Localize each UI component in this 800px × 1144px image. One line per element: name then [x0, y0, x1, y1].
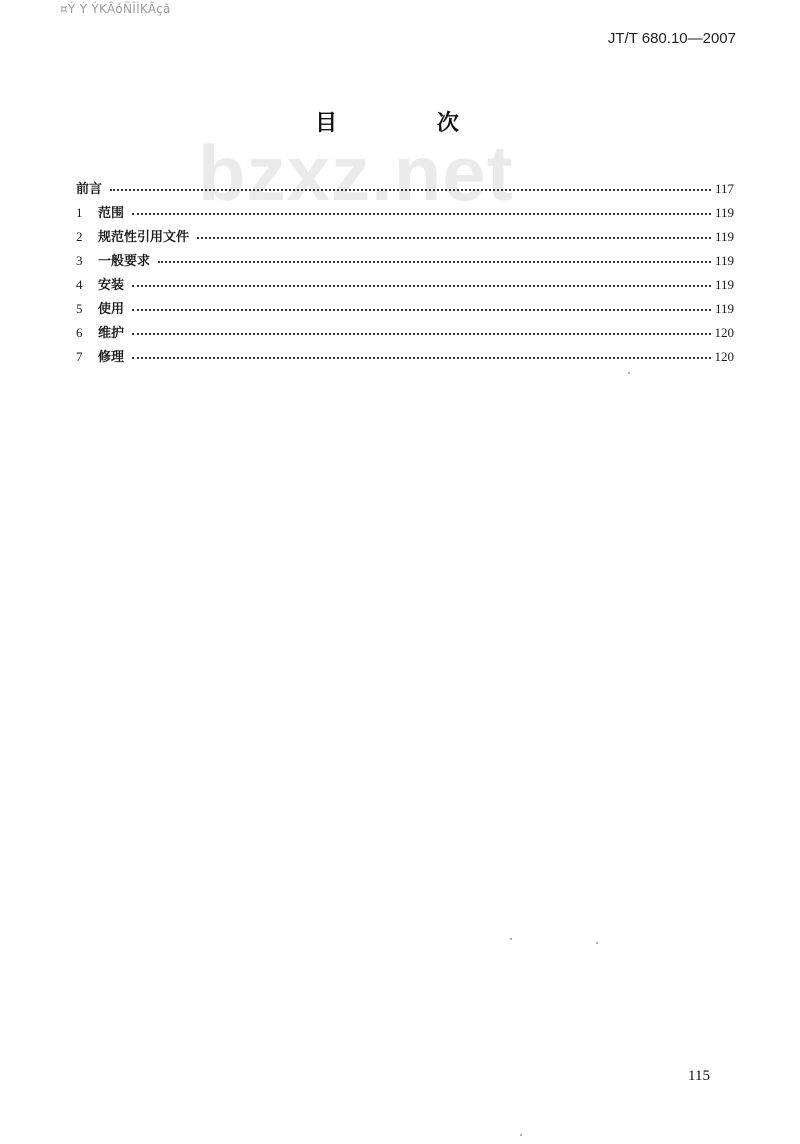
toc-entry-label: 一般要求: [98, 254, 151, 269]
toc-entry-number: 5: [76, 301, 83, 316]
toc-entry-label: 使用: [98, 302, 125, 317]
toc-entry-label: 修理: [98, 350, 125, 365]
toc-entry-label: 范围: [98, 206, 125, 221]
scan-speck: [510, 938, 512, 940]
toc-entry[interactable]: [76, 274, 734, 298]
toc-leader-dots: [197, 233, 711, 239]
toc-entry-number: 6: [76, 325, 83, 340]
toc-entry[interactable]: [76, 346, 734, 370]
toc-entry[interactable]: [76, 226, 734, 250]
toc-entry-label: 安装: [98, 278, 125, 293]
toc-entry-label: 前言: [76, 182, 103, 197]
toc-entry-page: 120: [714, 325, 734, 340]
toc-entry[interactable]: [76, 250, 734, 274]
toc-entry-label: 维护: [98, 326, 125, 341]
toc-entry-page: 119: [714, 229, 734, 244]
standard-code: JT/T 680.10—2007: [607, 30, 736, 47]
toc-leader-dots: [132, 305, 711, 311]
toc-entry-page: 119: [714, 277, 734, 292]
toc-entry[interactable]: [76, 322, 734, 346]
toc-entry-number: 3: [76, 253, 83, 268]
scan-speck: [628, 372, 630, 374]
toc-entry-label: 规范性引用文件: [98, 230, 190, 245]
toc-list: [76, 178, 734, 370]
toc-leader-dots: [110, 185, 711, 191]
watermark: bzxz.net: [198, 129, 514, 217]
toc-entry-page: 119: [714, 253, 734, 268]
toc-leader-dots: [132, 353, 710, 359]
toc-entry-number: 4: [76, 277, 83, 292]
header-garbled-text: ¤Ý Ý ÝKÂóÑÎÌKÂçã: [60, 2, 171, 16]
toc-entry-page: 119: [714, 301, 734, 316]
toc-entry-number: 7: [76, 349, 83, 364]
toc-entry-number: 1: [76, 205, 83, 220]
toc-entry-number: 2: [76, 229, 83, 244]
toc-entry-page: 119: [714, 205, 734, 220]
toc-leader-dots: [132, 329, 710, 335]
toc-entry[interactable]: [76, 202, 734, 226]
toc-leader-dots: [132, 281, 711, 287]
toc-entry[interactable]: [76, 178, 734, 202]
scan-speck: [520, 1134, 522, 1136]
toc-entry-page: 117: [714, 181, 734, 196]
toc-entry[interactable]: [76, 298, 734, 322]
scan-speck: [596, 942, 598, 944]
page-number: 115: [688, 1068, 710, 1084]
toc-title: 目 次: [315, 111, 505, 136]
toc-entry-page: 120: [714, 349, 734, 364]
toc-leader-dots: [132, 209, 711, 215]
toc-leader-dots: [158, 257, 711, 263]
